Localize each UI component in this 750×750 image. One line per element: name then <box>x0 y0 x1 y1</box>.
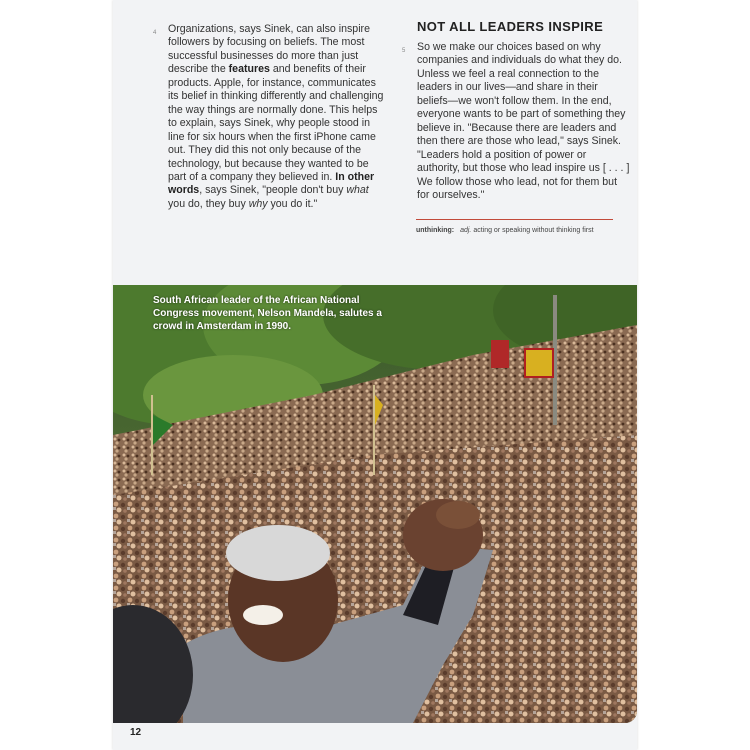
paragraph-number-5: 5 <box>402 48 406 54</box>
glossary-entry <box>416 227 594 234</box>
section-heading: NOT ALL LEADERS INSPIRE <box>417 19 604 34</box>
paragraph-4 <box>168 23 386 211</box>
paragraph-4-text-3: , says Sinek, "people don't buy <box>199 184 347 197</box>
paragraph-number-4: 4 <box>153 30 157 36</box>
glossary-term: unthinking: <box>416 227 455 234</box>
paragraph-4-text-5: you do it." <box>267 197 318 210</box>
mandela-photo <box>113 285 637 723</box>
paragraph-4-text-2: and benefits of their products. Apple, for instance, communicates its belief in thinking differently and challenging the way things are normally done. This helps to explain, says Sinek, why people stood in line for six hours when the first iPhone came out. They did this not only because of the technology, but because they wanted to be part of a company they believed in. <box>168 63 384 183</box>
emphasis-what: what <box>346 184 369 197</box>
emphasis-why: why <box>248 197 268 210</box>
paragraph-5: So we make our choices based on why companies and individuals do what they do. Unless we feel a real connection to the leaders in our lives—and share in their beliefs—we won't follow them. In the end, everyone wants to be part of something they believe in. "Because there are leaders and then there are those who lead," says Sinek. "Leaders hold a position of power or authority, but those who lead inspire us [ . . . ] We follow those who lead, not for them but for ourselves." <box>417 41 630 201</box>
crowd-photo-illustration <box>113 285 637 723</box>
glossary-divider <box>416 219 613 220</box>
photo-caption: South African leader of the African National Congress movement, Nelson Mandela, salutes a crowd in Amsterdam in 1990. <box>153 295 382 332</box>
glossary-definition: acting or speaking without thinking first <box>473 227 594 234</box>
keyword-features: features <box>228 63 270 76</box>
paragraph-4-text-4: you do, they buy <box>168 197 249 210</box>
paragraph-4-text-1: Organizations, says Sinek, can also inspire followers by focusing on beliefs. The most successful businesses do more than just describe the <box>168 23 370 76</box>
keyword-in-other-words: In other words <box>168 170 375 197</box>
glossary-part-of-speech: adj. <box>460 227 472 234</box>
page-number: 12 <box>130 727 142 738</box>
